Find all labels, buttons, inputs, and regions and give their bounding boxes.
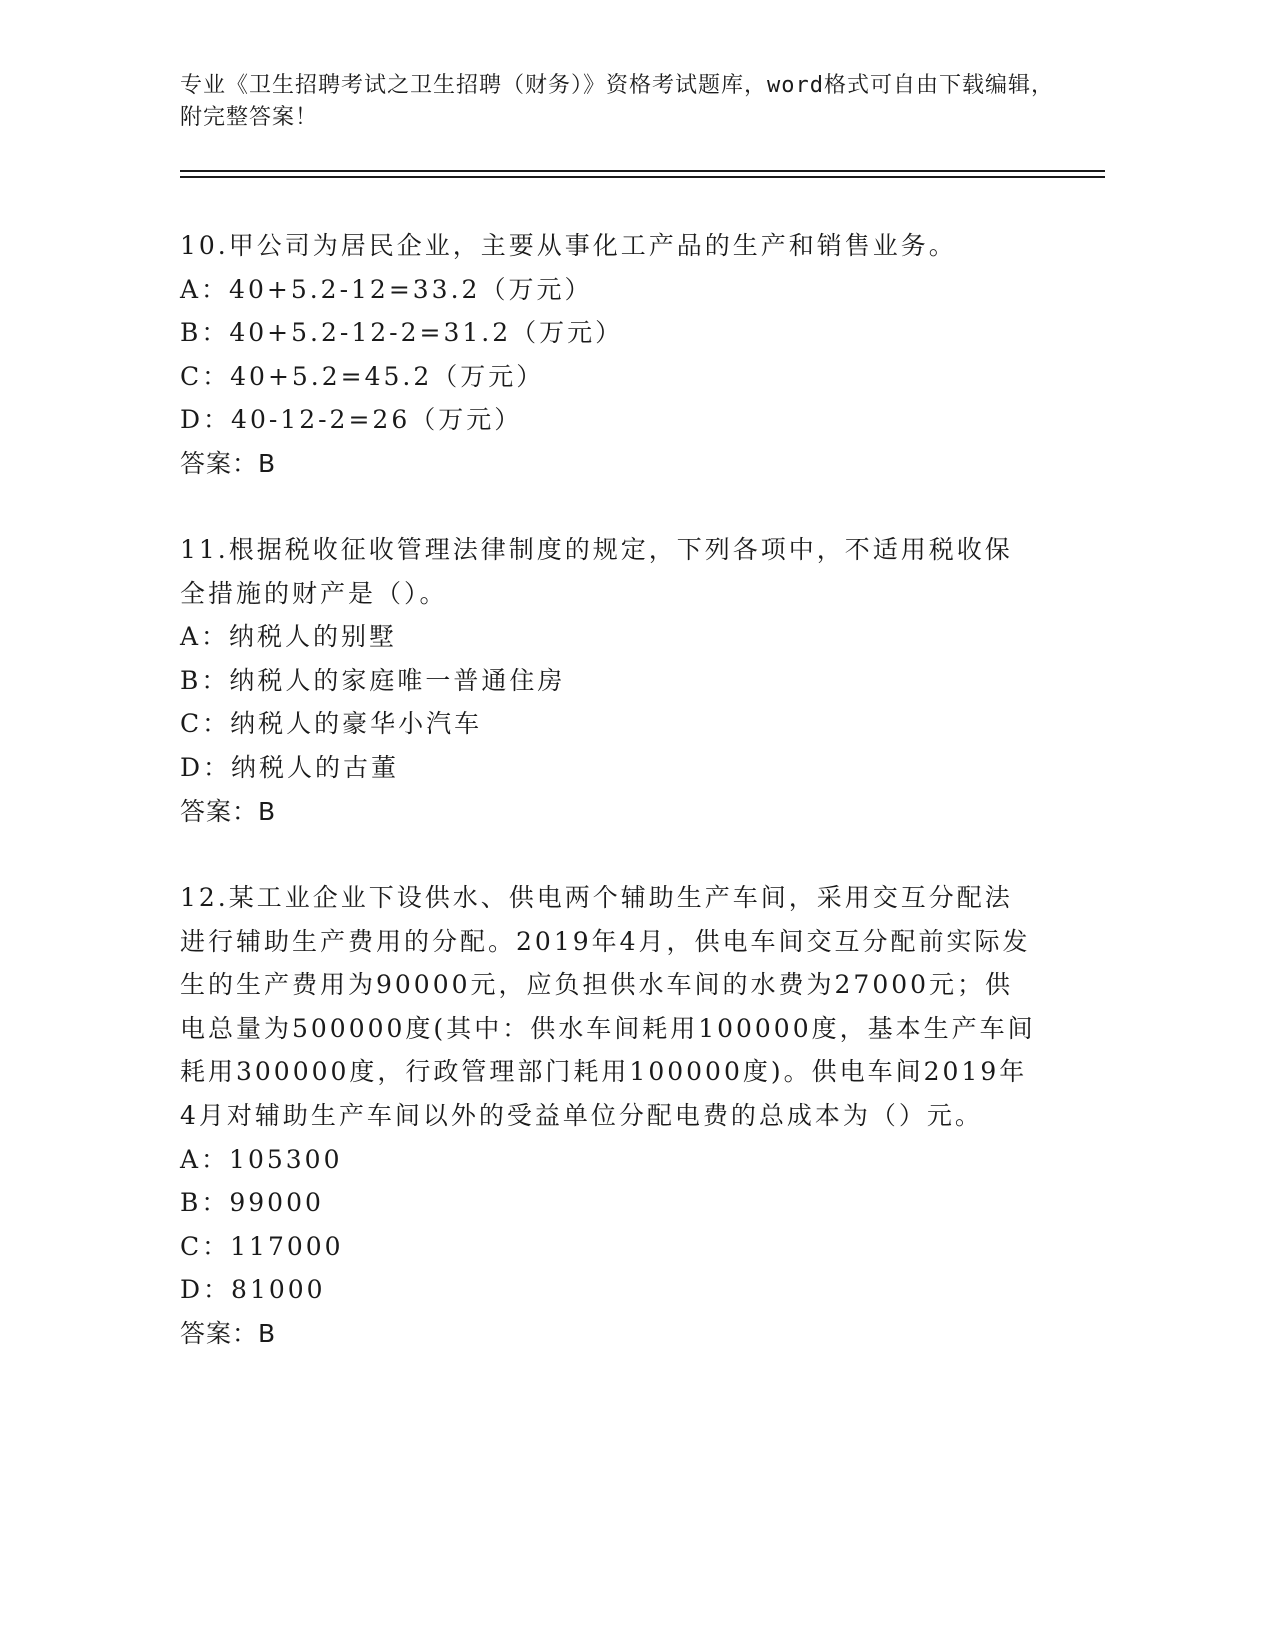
option-c: C：纳税人的豪华小汽车: [180, 709, 483, 739]
option-a: A：40+5.2-12=33.2（万元）: [180, 274, 593, 304]
answer: 答案：B: [180, 448, 277, 478]
question-stem: 10.甲公司为居民企业，主要从事化工产品的生产和销售业务。: [180, 231, 957, 260]
answer: 答案：B: [180, 1318, 277, 1348]
option-d: D：81000: [180, 1275, 326, 1305]
option-c: C：117000: [180, 1231, 344, 1261]
header-divider-bottom: [180, 176, 1105, 178]
option-b: B：40+5.2-12-2=31.2（万元）: [180, 318, 624, 348]
option-a: A：105300: [180, 1144, 343, 1174]
option-b: B：纳税人的家庭唯一普通住房: [180, 665, 566, 695]
option-c: C：40+5.2=45.2（万元）: [180, 361, 545, 391]
option-b: B：99000: [180, 1188, 324, 1218]
option-a: A：纳税人的别墅: [180, 622, 398, 652]
question-stem: 12.某工业企业下设供水、供电两个辅助生产车间，采用交互分配法进行辅助生产费用的分配。2019年4月，供电车间交互分配前实际发生的生产费用为90000元，应负担供水车间的水费为27000元；供电总量为500000度(其中：供水车间耗用100000度，基本生产车间耗用300000度，行政管理部门耗用100000度)。供电车间2019年4月对辅助生产车间以外的受益单位分配电费的总成本为（）元。: [180, 883, 1036, 1130]
option-d: D：40-12-2=26（万元）: [180, 405, 523, 435]
question-stem: 11.根据税收征收管理法律制度的规定，下列各项中，不适用税收保全措施的财产是（）。: [180, 535, 1013, 608]
question-12: [180, 876, 1040, 1356]
answer: 答案：B: [180, 796, 277, 826]
question-11: [180, 528, 1040, 833]
header-divider-top: [180, 170, 1105, 172]
option-d: D：纳税人的古董: [180, 752, 400, 782]
document-header: 专业《卫生招聘考试之卫生招聘（财务）》资格考试题库，word格式可自由下载编辑，附完整答案！: [180, 73, 1054, 130]
question-10: [180, 224, 1040, 486]
